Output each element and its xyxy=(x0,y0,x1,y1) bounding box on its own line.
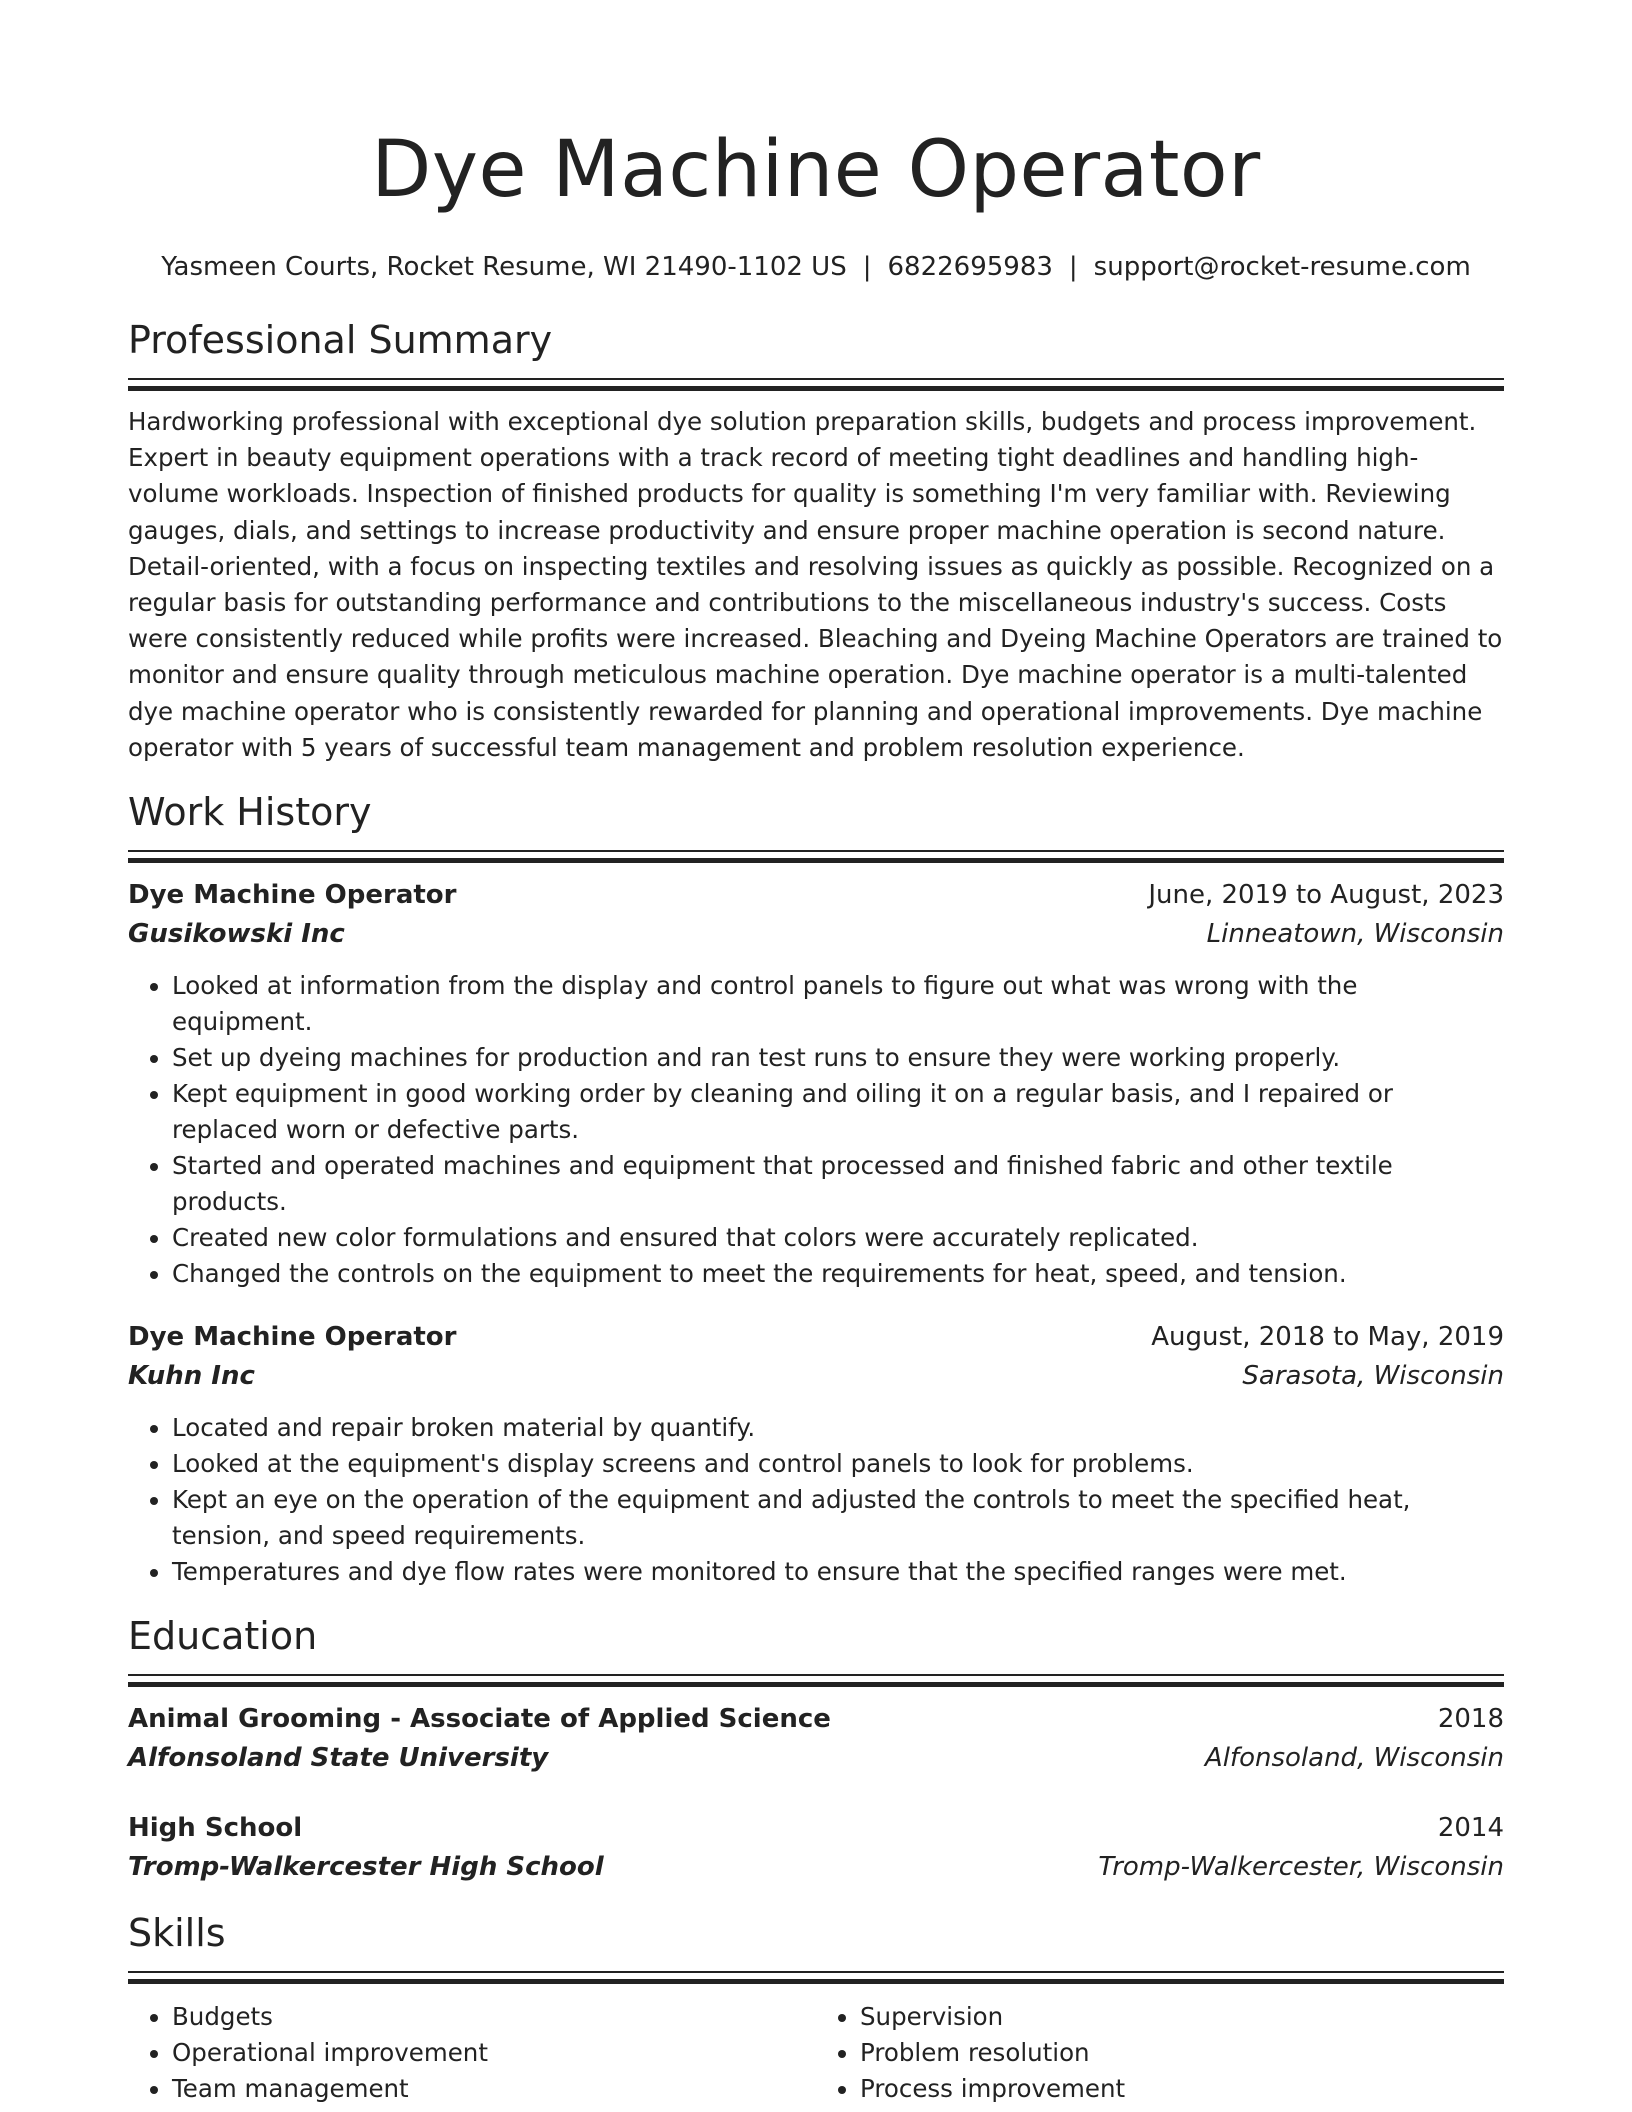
job-dates: June, 2019 to August, 2023 xyxy=(1148,880,1504,911)
skill-item: • Budgets xyxy=(172,1999,816,2035)
summary-section-title: Professional Summary xyxy=(128,318,553,362)
section-divider xyxy=(128,1971,1504,1983)
job-company: Kuhn Inc xyxy=(128,1361,255,1392)
skills-column-left xyxy=(128,1999,816,2107)
education-school-row xyxy=(128,1848,1504,1887)
resume-name-heading: Dye Machine Operator xyxy=(371,125,1261,215)
education-school-row xyxy=(128,1739,1504,1778)
education-year: 2014 xyxy=(1437,1813,1504,1844)
job-title: Dye Machine Operator xyxy=(128,1322,457,1353)
job-entry xyxy=(128,1318,1504,1590)
education-header-row xyxy=(128,1700,1504,1739)
section-divider xyxy=(128,1674,1504,1686)
skill-item: • Supervision xyxy=(860,1999,1504,2035)
job-bullet: • Looked at the equipment's display screens and control panels to look for problems. xyxy=(172,1446,1504,1482)
skill-item: • Operational improvement xyxy=(172,2035,816,2071)
education-header-row xyxy=(128,1809,1504,1848)
job-location: Linneatown, Wisconsin xyxy=(1206,919,1504,950)
contact-separator: | xyxy=(1068,252,1078,282)
skill-item: • Process improvement xyxy=(860,2071,1504,2107)
job-bullet: • Set up dyeing machines for production and ran test runs to ensure they were working properly. xyxy=(172,1040,1504,1076)
education-location: Tromp-Walkercester, Wisconsin xyxy=(1098,1852,1504,1883)
job-header-row xyxy=(128,1318,1504,1357)
education-entry xyxy=(128,1809,1504,1887)
education-section-title: Education xyxy=(128,1614,318,1659)
education-school: Tromp-Walkercester High School xyxy=(128,1852,604,1883)
education-degree: High School xyxy=(128,1813,303,1844)
work-history-section-title: Work History xyxy=(128,790,372,835)
contact-address: Yasmeen Courts, Rocket Resume, WI 21490-1102 US xyxy=(161,252,847,282)
skills-section-title: Skills xyxy=(128,1911,226,1956)
skill-item: • Problem resolution xyxy=(860,2035,1504,2071)
job-company: Gusikowski Inc xyxy=(128,919,345,950)
job-bullet: • Started and operated machines and equipment that processed and finished fabric and other textile products. xyxy=(172,1148,1504,1220)
skills-list-left xyxy=(128,1999,816,2107)
work-history-section xyxy=(128,788,1504,1590)
education-section xyxy=(128,1612,1504,1887)
skills-columns xyxy=(128,1999,1504,2107)
skills-column-right xyxy=(816,1999,1504,2107)
job-title: Dye Machine Operator xyxy=(128,880,457,911)
job-bullet-list xyxy=(128,968,1504,1292)
education-location: Alfonsoland, Wisconsin xyxy=(1204,1743,1504,1774)
job-dates: August, 2018 to May, 2019 xyxy=(1151,1322,1504,1353)
contact-line xyxy=(128,250,1504,284)
education-degree: Animal Grooming - Associate of Applied Science xyxy=(128,1704,831,1735)
job-bullet: • Temperatures and dye flow rates were monitored to ensure that the specified ranges were met. xyxy=(172,1554,1504,1590)
job-location: Sarasota, Wisconsin xyxy=(1242,1361,1504,1392)
contact-phone: 6822695983 xyxy=(887,252,1053,282)
section-divider xyxy=(128,850,1504,862)
education-year: 2018 xyxy=(1437,1704,1504,1735)
job-bullet-list xyxy=(128,1410,1504,1590)
job-entry xyxy=(128,876,1504,1292)
education-school: Alfonsoland State University xyxy=(128,1743,549,1774)
job-bullet: • Kept an eye on the operation of the equipment and adjusted the controls to meet the specified heat, tension, and speed requirements. xyxy=(172,1482,1504,1554)
section-divider xyxy=(128,378,1504,390)
contact-separator: | xyxy=(862,252,872,282)
skill-item: • Team management xyxy=(172,2071,816,2107)
job-header-row xyxy=(128,876,1504,915)
job-bullet: • Created new color formulations and ensured that colors were accurately replicated. xyxy=(172,1220,1504,1256)
summary-section xyxy=(128,316,1504,766)
job-company-row xyxy=(128,1357,1504,1396)
skills-list-right xyxy=(816,1999,1504,2107)
contact-email: support@rocket-resume.com xyxy=(1093,252,1471,282)
job-company-row xyxy=(128,915,1504,954)
job-bullet: • Looked at information from the display and control panels to figure out what was wrong with the equipment. xyxy=(172,968,1504,1040)
job-bullet: • Kept equipment in good working order by cleaning and oiling it on a regular basis, and I repaired or replaced worn or defective parts. xyxy=(172,1076,1504,1148)
job-bullet: • Located and repair broken material by quantify. xyxy=(172,1410,1504,1446)
skills-section xyxy=(128,1909,1504,2107)
education-entry xyxy=(128,1700,1504,1778)
job-bullet: • Changed the controls on the equipment to meet the requirements for heat, speed, and tension. xyxy=(172,1256,1504,1292)
summary-text: Hardworking professional with exceptional dye solution preparation skills, budgets and process improvement. Expert in beauty equipment operations with a track record of meeting tight deadlines and handling high-volume workloads. Inspection of finished products for quality is something I'm very familiar with. Reviewing gauges, dials, and settings to increase productivity and ensure proper machine operation is second nature. Detail-oriented, with a focus on inspecting textiles and resolving issues as quickly as possible. Recognized on a regular basis for outstanding performance and contributions to the miscellaneous industry's success. Costs were consistently reduced while profits were increased. Bleaching and Dyeing Machine Operators are trained to monitor and ensure quality through meticulous machine operation. Dye machine operator is a multi-talented dye machine operator who is consistently rewarded for planning and operational improvements. Dye machine operator with 5 years of successful team management and problem resolution experience. xyxy=(128,407,1503,762)
